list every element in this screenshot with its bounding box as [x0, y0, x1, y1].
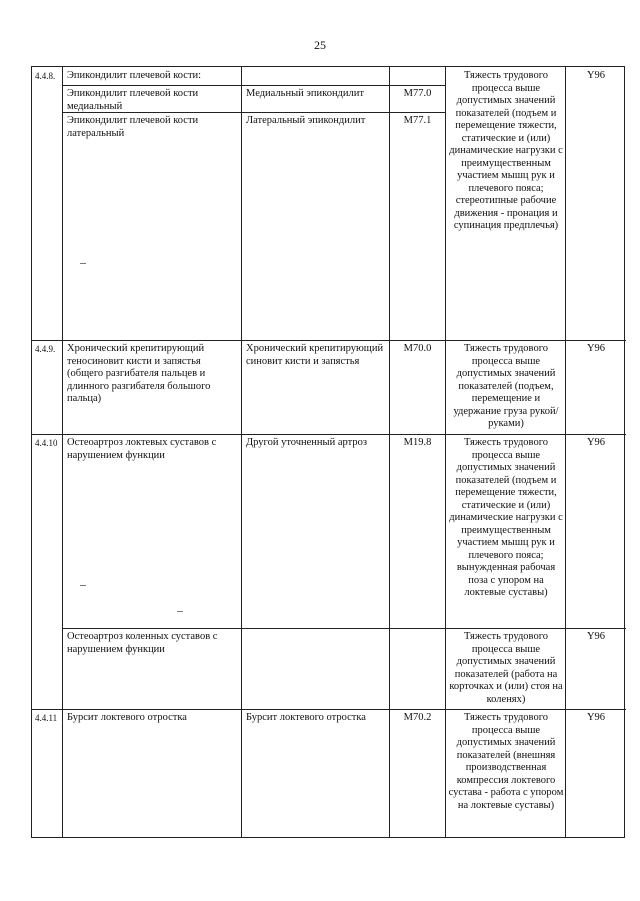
- occupational-diseases-table: [31, 66, 625, 838]
- grid-line: [32, 340, 626, 341]
- icd-code: M77.0: [403, 88, 432, 99]
- grid-line: [445, 67, 446, 837]
- harmful-factor: Тяжесть трудового процесса выше допустимых значений показателей (подъем и перемещение тяжести, статические и (или) динамические нагрузки с преимущественным участием мышц рук и плечевого пояса; стереотипные рабочие движения - пронация и супинация предплечья): [449, 70, 563, 231]
- icd-code: M77.1: [403, 115, 432, 126]
- icd-code: M70.0: [403, 343, 432, 354]
- icd-code: M70.2: [403, 712, 432, 723]
- page-number: 25: [314, 38, 326, 52]
- disease-name: Эпикондилит плечевой кости медиальный: [67, 88, 199, 112]
- grid-line: [62, 85, 445, 86]
- external-cause-code: Y96: [586, 712, 606, 723]
- icd-name: Медиальный эпикондилит: [246, 88, 364, 99]
- disease-name: Остеоартроз коленных суставов с нарушением функции: [67, 631, 218, 655]
- row-heading: Эпикондилит плечевой кости:: [67, 70, 202, 81]
- icd-name: Бурсит локтевого отростка: [246, 712, 366, 723]
- external-cause-code: Y96: [586, 343, 606, 354]
- external-cause-code: Y96: [586, 631, 606, 642]
- grid-line: [62, 628, 626, 629]
- harmful-factor: Тяжесть трудового процесса выше допустимых значений показателей (подъем и перемещение тяжести, статические и (или) динамические нагрузки с преимущественным участием мышц рук и плечевого пояса; вынужденная рабочая поза с упором на локтевые суставы): [449, 437, 563, 598]
- disease-name: Бурсит локтевого отростка: [67, 712, 187, 723]
- harmful-factor: Тяжесть трудового процесса выше допустимых значений показателей (подъем, перемещение и удержание груза рукой/руками): [453, 343, 559, 429]
- row-number: 4.4.10: [35, 438, 58, 448]
- grid-line: [62, 67, 63, 837]
- harmful-factor: Тяжесть трудового процесса выше допустимых значений показателей (внешняя производственная компрессия локтевого сустава - работа с упором на локтевые суставы): [448, 712, 564, 811]
- disease-name: Эпикондилит плечевой кости латеральный: [67, 115, 199, 139]
- disease-name: Хронический крепитирующий теносиновит кисти и запястья (общего разгибателя пальцев и длинного разгибателя большого пальца): [67, 343, 211, 404]
- grid-line: [32, 709, 626, 710]
- external-cause-code: Y96: [586, 437, 606, 448]
- grid-line: [241, 67, 242, 837]
- icd-name: Хронический крепитирующий синовит кисти и запястья: [246, 343, 384, 367]
- disease-name: Остеоартроз локтевых суставов с нарушением функции: [67, 437, 217, 461]
- row-number: 4.4.9.: [35, 344, 56, 354]
- harmful-factor: Тяжесть трудового процесса выше допустимых значений показателей (работа на корточках и (или) стоя на коленях): [449, 631, 563, 705]
- icd-name: Другой уточненный артроз: [246, 437, 367, 448]
- row-number: 4.4.11: [35, 713, 58, 723]
- external-cause-code: Y96: [586, 70, 606, 81]
- icd-name: Латеральный эпикондилит: [246, 115, 366, 126]
- icd-code: M19.8: [403, 437, 432, 448]
- row-number: 4.4.8.: [35, 71, 56, 81]
- grid-line: [32, 434, 626, 435]
